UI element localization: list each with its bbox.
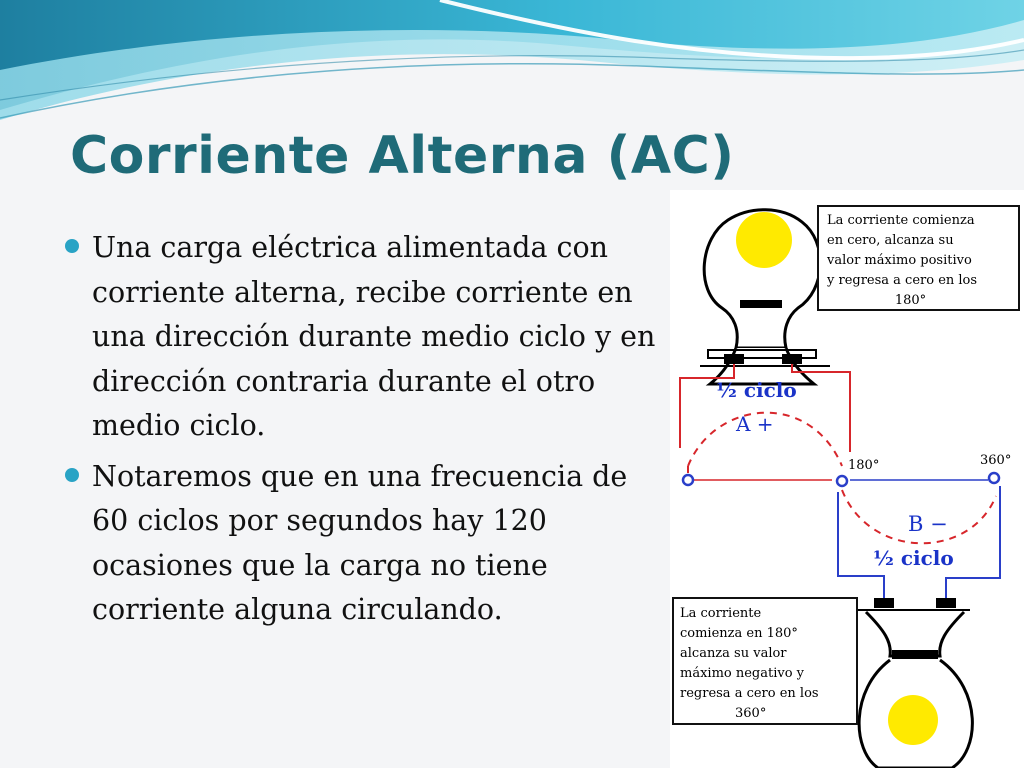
note-line: La corriente	[680, 606, 762, 621]
label-360-degrees: 360°	[980, 453, 1012, 468]
note-line: regresa a cero en los	[680, 686, 819, 701]
half-cycle-label-bottom: ½ ciclo	[873, 546, 954, 570]
note-line: máximo negativo y	[680, 666, 805, 681]
note-line: La corriente comienza	[827, 213, 975, 228]
bullet-list	[62, 226, 662, 639]
note-line: comienza en 180°	[680, 626, 798, 641]
note-line: y regresa a cero en los	[827, 273, 978, 288]
bullet-text: Notaremos que en una frecuencia de 60 ciclos por segundos hay 120 ocasiones que la carga no tiene corriente alguna circulando.	[92, 459, 628, 626]
top-bulb-icon	[700, 210, 830, 384]
bullet-item	[62, 455, 662, 633]
page-title: Corriente Alterna (AC)	[70, 126, 735, 186]
note-line: valor máximo positivo	[827, 253, 972, 268]
note-line: en cero, alcanza su	[827, 233, 954, 248]
ac-circuit-diagram	[670, 190, 1024, 768]
bottom-bulb-icon	[858, 598, 972, 768]
note-line: 180°	[894, 293, 927, 308]
bullet-text: Una carga eléctrica alimentada con corriente alterna, recibe corriente en una dirección durante medio ciclo y en dirección contraria durante el otro medio ciclo.	[92, 231, 656, 442]
wave-header-decoration	[0, 0, 1024, 130]
bottom-note-box	[672, 597, 858, 725]
bullet-dot-icon	[65, 239, 79, 253]
note-line: alcanza su valor	[680, 646, 787, 661]
half-cycle-label-top: ½ ciclo	[716, 378, 797, 402]
top-note-box	[817, 205, 1020, 311]
bullet-item	[62, 226, 662, 449]
label-180-degrees: 180°	[848, 458, 880, 473]
label-a-positive: A +	[736, 412, 774, 436]
note-line: 360°	[735, 706, 767, 721]
bullet-dot-icon	[65, 468, 79, 482]
label-b-negative: B −	[908, 512, 948, 536]
